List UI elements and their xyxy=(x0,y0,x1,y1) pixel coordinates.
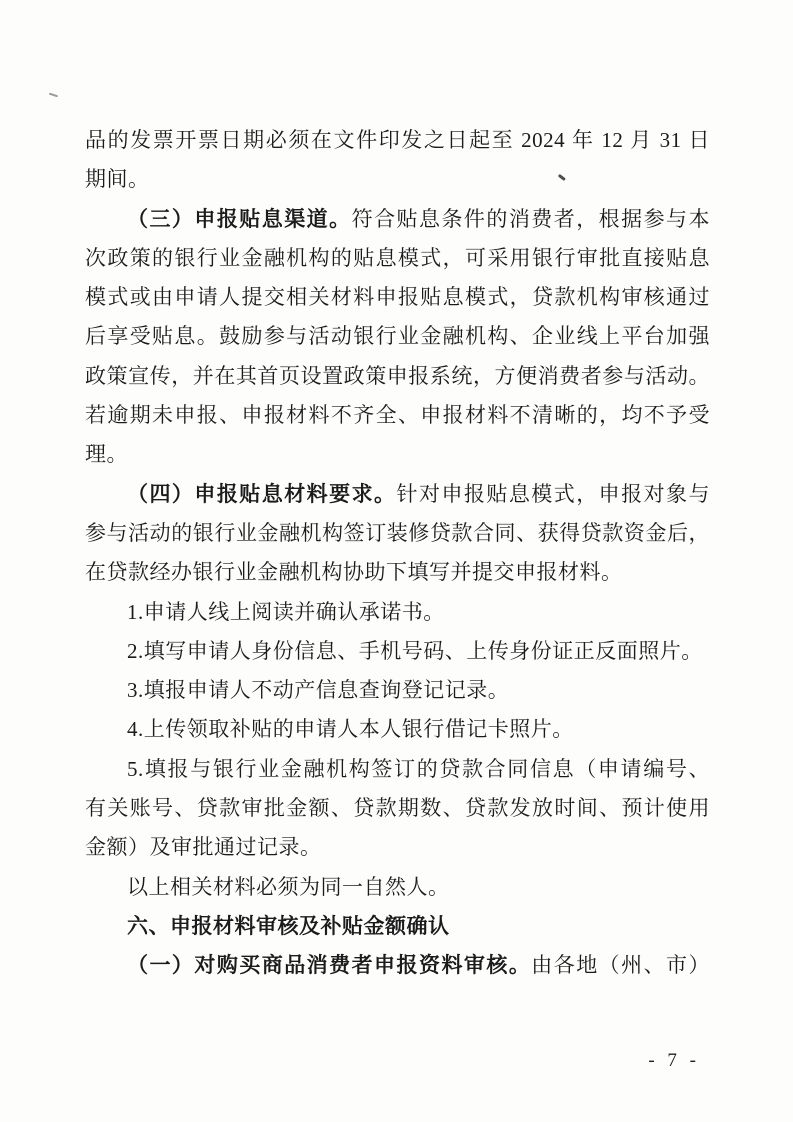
text-line xyxy=(85,514,710,553)
text-line xyxy=(85,632,710,671)
body-segment: 针对申报贴息模式，申报对象与 xyxy=(396,481,710,506)
body-segment: 4.上传领取补贴的申请人本人银行借记卡照片。 xyxy=(127,717,574,742)
body-segment: 品的发票开票日期必须在文件印发之日起至 2024 年 12 月 31 日 xyxy=(85,128,710,152)
body-segment: 若逾期未申报、申报材料不齐全、申报材料不清晰的，均不予受 xyxy=(85,403,710,428)
body-segment: 模式或由申请人提交相关材料申报贴息模式，贷款机构审核通过 xyxy=(85,285,710,310)
body-segment: 后享受贴息。鼓励参与活动银行业金融机构、企业线上平台加强 xyxy=(85,324,710,349)
body-segment: 3.填报申请人不动产信息查询登记记录。 xyxy=(127,678,510,703)
text-line xyxy=(85,121,710,160)
body-segment: 政策宣传，并在其首页设置政策申报系统，方便消费者参与活动。 xyxy=(85,363,710,388)
body-segment: 金额）及审批通过记录。 xyxy=(85,835,322,860)
text-line xyxy=(85,710,710,749)
text-line xyxy=(85,868,710,907)
body-segment: 符合贴息条件的消费者，根据参与本 xyxy=(351,206,710,231)
page-number: - 7 - xyxy=(648,1050,700,1071)
text-line xyxy=(85,671,710,710)
heading-segment: （四）申报贴息材料要求。 xyxy=(127,482,397,506)
text-line xyxy=(85,828,710,867)
body-segment: 2.填写申请人身份信息、手机号码、上传身份证正反面照片。 xyxy=(127,638,703,663)
text-line xyxy=(85,946,710,985)
body-segment: 理。 xyxy=(85,442,128,467)
body-segment: 5.填报与银行业金融机构签订的贷款合同信息（申请编号、 xyxy=(127,756,710,781)
body-segment: 有关账号、贷款审批金额、贷款期数、贷款发放时间、预计使用 xyxy=(85,796,710,821)
text-line xyxy=(85,200,710,239)
text-line xyxy=(85,239,710,278)
text-line xyxy=(85,593,710,632)
text-line xyxy=(85,357,710,396)
scan-speck-icon xyxy=(49,93,58,98)
text-line xyxy=(85,553,710,592)
body-segment: 次政策的银行业金融机构的贴息模式，可采用银行审批直接贴息 xyxy=(85,245,710,270)
heading-segment: （三）申报贴息渠道。 xyxy=(127,207,352,231)
text-line xyxy=(85,789,710,828)
heading-segment: （一）对购买商品消费者申报资料审核。 xyxy=(127,954,532,978)
document-body xyxy=(85,121,710,986)
heading-segment: 六、申报材料审核及补贴金额确认 xyxy=(127,914,450,938)
body-segment: 期间。 xyxy=(85,167,150,192)
text-line xyxy=(85,475,710,514)
text-line xyxy=(85,435,710,474)
body-segment: 在贷款经办银行业金融机构协助下填写并提交申报材料。 xyxy=(85,560,623,585)
body-segment: 以上相关材料必须为同一自然人。 xyxy=(127,874,450,899)
text-line xyxy=(85,750,710,789)
body-segment: 参与活动的银行业金融机构签订装修贷款合同、获得贷款资金后， xyxy=(85,520,710,545)
text-line xyxy=(85,317,710,356)
body-segment: 由各地（州、市） xyxy=(531,953,710,978)
text-line xyxy=(85,396,710,435)
body-segment: 1.申请人线上阅读并确认承诺书。 xyxy=(127,599,445,624)
text-line xyxy=(85,160,710,199)
text-line xyxy=(85,278,710,317)
text-line xyxy=(85,907,710,946)
